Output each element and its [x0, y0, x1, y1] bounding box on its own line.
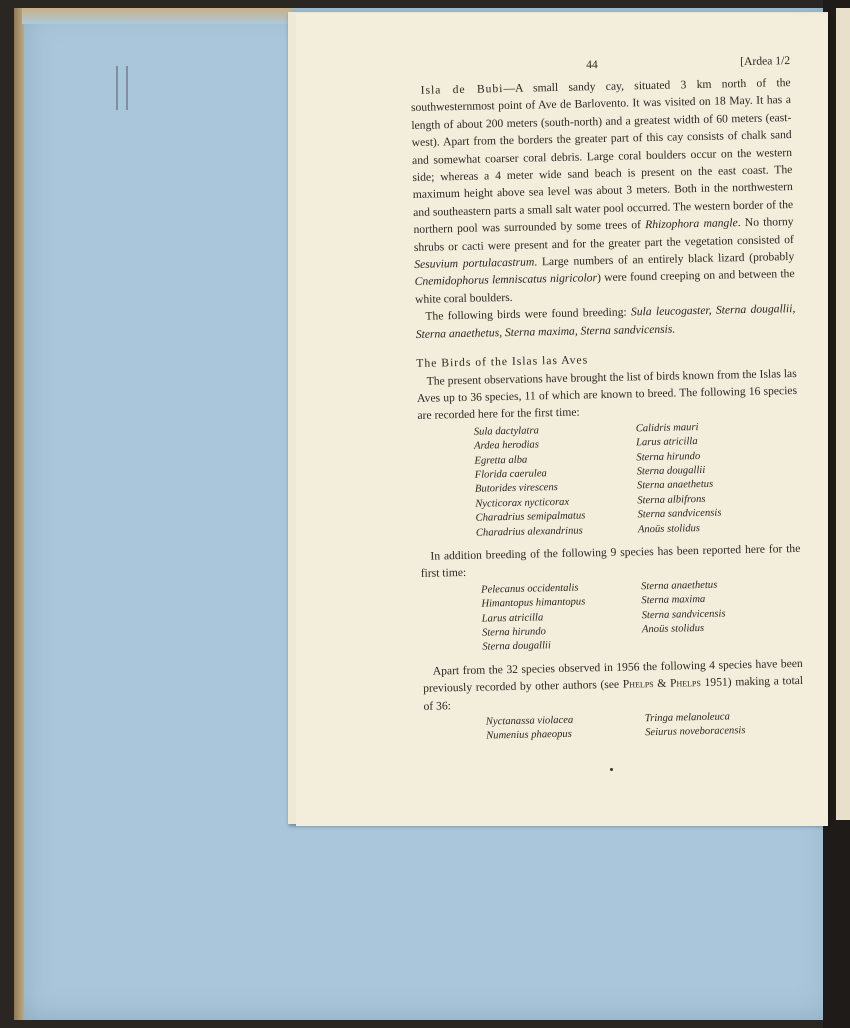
species-list-item: Numenius phaeopus — [486, 729, 572, 742]
bubi-text-4: ) were found creeping on and between the white coral boulders. — [414, 267, 795, 306]
previous-right — [645, 709, 805, 741]
next-page-edge — [836, 8, 850, 820]
breeding-left — [481, 580, 642, 655]
breeding-list — [421, 577, 802, 657]
species-list-item: Calidris mauri — [635, 421, 699, 435]
species-list-item: Pelecanus occidentalis — [480, 582, 579, 596]
species-list-item: Sterna albifrons — [637, 493, 706, 507]
breeding-intro: In addition breeding of the following 9 species has been reported here for the first time: — [420, 541, 801, 581]
previous-records-list — [424, 709, 805, 746]
species-list-item: Anoüs stolidus — [637, 522, 701, 535]
page-text — [410, 52, 804, 750]
bubi-breeding-species: Sula leucogaster, Sterna dougallii, Sterna anaethetus, Sterna maxima, Sterna sandvicensis. — [415, 302, 796, 341]
previous-left — [486, 712, 646, 744]
breeding-right — [641, 577, 802, 652]
first-records-right — [636, 419, 800, 538]
species-list-item: Ardea herodias — [473, 439, 540, 452]
species-list-item: Sterna dougallii — [482, 640, 551, 654]
page-speck — [610, 768, 613, 771]
species-list-item: Sterna maxima — [641, 594, 706, 607]
species-list-item: Sterna anaethetus — [636, 479, 714, 492]
species-cnemidophorus: Cnemidophorus lemniscatus nigricolor — [414, 271, 598, 289]
species-list-item: Sterna hirundo — [481, 626, 546, 639]
bubi-text: —A small sandy cay, situated 3 km north of the southwesternmost point of Ave de Barlovento. It was visited on 18 May. It has a length of about 200 meters (south-north) and a greatest width of 60 meters (east-west). Apart from the borders the greater part of this cay consists of chalk sand and somewhat coarser coral debris. Large coral boulders occur on the western side; whereas a 4 meter wide sand beach is present on the east coast. The maximum height above sea level was about 3 meters. Both in the northwestern and southeastern parts a small salt water pool occurred. The western border of the northern pool was surrounded by some trees of — [410, 76, 794, 237]
species-list-item: Sula dactylatra — [473, 425, 539, 438]
species-list-item: Tringa melanoleuca — [644, 711, 730, 725]
first-records-list — [418, 419, 800, 542]
species-list-item: Sterna dougallii — [636, 464, 706, 478]
page-number: 44 — [586, 58, 598, 72]
section-heading: The Birds of the Islas las Aves — [416, 353, 589, 371]
folder-spine — [14, 8, 24, 1020]
first-records-left — [474, 422, 638, 541]
bubi-paragraph — [410, 74, 795, 308]
species-list-item: Nyctanassa violacea — [485, 714, 574, 728]
bubi-text-2: . No thorny shrubs or cacti were present and for the greater part the vegetation consisted of — [413, 215, 794, 254]
species-list-item: Sterna hirundo — [636, 450, 701, 463]
species-list-item: Larus atricilla — [635, 436, 698, 449]
bubi-breeding-paragraph — [415, 300, 796, 343]
binding-staple-mark — [116, 66, 128, 110]
birds-intro: The present observations have brought the list of birds known from the Islas las Aves up to 36 species, 11 of which are known to breed. The following 16 species are recorded here for the first time: — [416, 366, 798, 423]
species-list-item: Sterna sandvicensis — [637, 507, 722, 521]
running-head: [Ardea 1/2 — [740, 54, 791, 69]
previous-intro-b: 1951) making a total of 36: — [423, 674, 804, 713]
species-list-item: Sterna sandvicensis — [641, 608, 726, 621]
species-list-item: Seiurus noveboracensis — [645, 725, 746, 739]
species-sesuvium: Sesuvium portulacastrum — [414, 255, 535, 272]
previous-author: Phelps & Phelps — [622, 676, 702, 691]
species-list-item: Nycticorax nycticorax — [475, 496, 570, 510]
species-list-item: Anoüs stolidus — [641, 622, 705, 636]
folder-top-edge — [22, 8, 292, 24]
species-list-item: Charadrius alexandrinus — [475, 525, 583, 539]
previous-intro-a: Apart from the 32 species observed in 1956 the following 4 species have been previously recorded by other authors (see — [423, 656, 803, 696]
species-list-item: Egretta alba — [474, 454, 528, 467]
species-list-item: Butorides virescens — [474, 482, 558, 496]
species-list-item: Himantopus himantopus — [481, 596, 586, 610]
species-list-item: Larus atricilla — [481, 611, 544, 625]
species-list-item: Charadrius semipalmatus — [475, 510, 586, 524]
bubi-text-3: . Large numbers of an entirely black lizard (probably — [534, 250, 795, 269]
previous-records-paragraph — [423, 655, 804, 715]
species-rhizophora: Rhizophora mangle — [645, 216, 738, 232]
species-list-item: Sterna anaethetus — [640, 579, 718, 593]
bubi-lead: Isla de Bubi — [420, 82, 504, 97]
bubi-breeding-intro: The following birds were found breeding: — [425, 305, 632, 324]
species-list-item: Florida caerulea — [474, 468, 547, 481]
